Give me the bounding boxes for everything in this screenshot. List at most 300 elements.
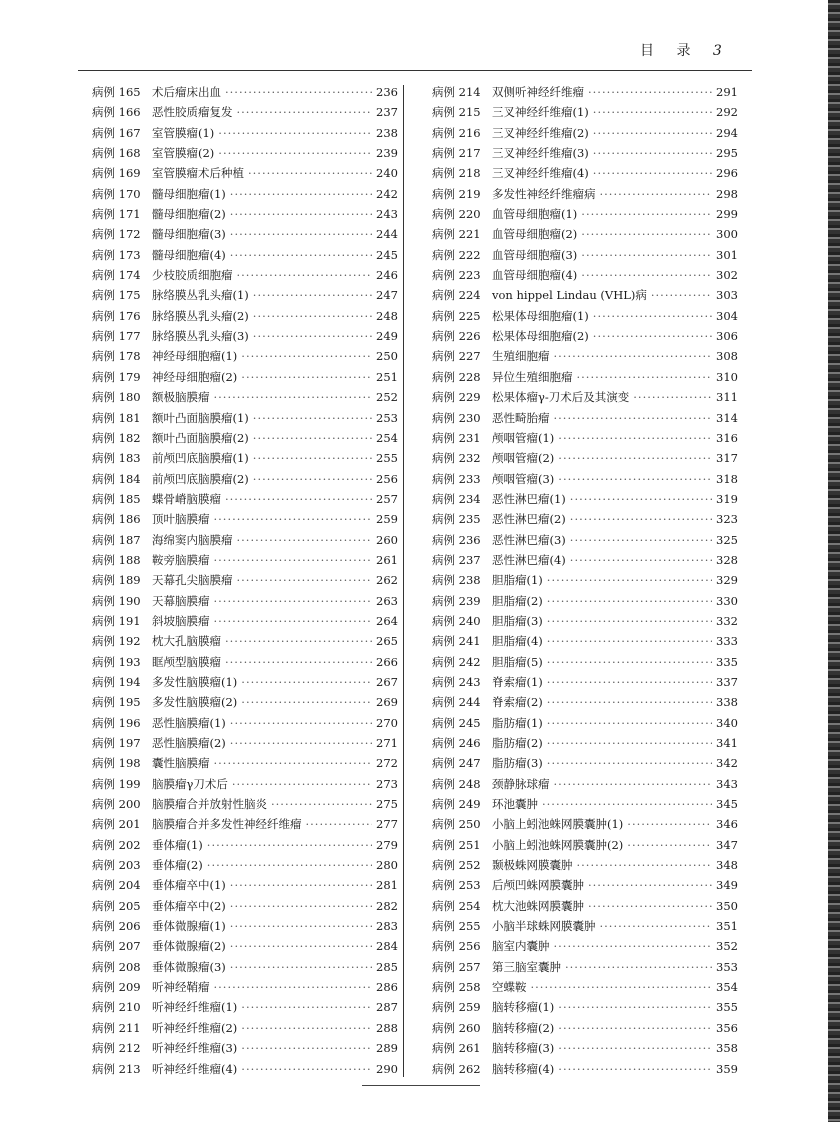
entry-title: 血管母细胞瘤(3)	[492, 247, 578, 262]
entry-title: 脑转移瘤(3)	[492, 1041, 555, 1056]
entry-title: 恶性脑膜瘤(2)	[152, 736, 226, 750]
case-prefix: 病例	[432, 512, 455, 527]
case-number	[92, 552, 148, 568]
case-prefix: 病例	[92, 146, 115, 161]
entry-title: 颅咽管瘤(1)	[492, 430, 555, 445]
case-number	[432, 104, 488, 120]
case-prefix: 病例	[92, 268, 115, 283]
toc-entry[interactable]	[92, 206, 398, 226]
toc-entry[interactable]	[432, 776, 738, 796]
case-prefix: 病例	[92, 674, 115, 689]
toc-entry[interactable]	[432, 715, 738, 735]
case-number-value: 215	[458, 105, 481, 120]
toc-entry[interactable]	[92, 633, 398, 653]
case-number	[92, 104, 148, 120]
case-number-value: 243	[458, 674, 481, 689]
dot-leader	[214, 390, 373, 404]
toc-entry[interactable]	[92, 979, 398, 999]
toc-entry[interactable]	[432, 104, 738, 124]
toc-entry[interactable]	[432, 877, 738, 897]
toc-entry[interactable]	[432, 328, 738, 348]
toc-entry[interactable]	[92, 450, 398, 470]
toc-entry[interactable]	[432, 206, 738, 226]
toc-entry[interactable]	[92, 430, 398, 450]
entry-title: 脉络膜丛乳头瘤(2)	[152, 308, 249, 323]
entry-title: 听神经纤维瘤(2)	[152, 1020, 238, 1035]
case-number	[432, 389, 488, 405]
case-number-value: 255	[458, 919, 481, 934]
case-number	[432, 226, 488, 242]
toc-entry[interactable]	[92, 898, 398, 918]
entry-title: 恶性胶质瘤复发	[152, 105, 233, 120]
dot-leader	[593, 126, 712, 140]
case-number	[432, 918, 488, 934]
entry-page: 255	[376, 451, 398, 466]
toc-entry[interactable]	[432, 1020, 738, 1040]
dot-leader	[214, 756, 373, 770]
toc-entry[interactable]	[432, 552, 738, 572]
case-prefix: 病例	[432, 878, 455, 893]
toc-entry[interactable]	[432, 938, 738, 958]
case-prefix: 病例	[432, 959, 455, 974]
case-number-value: 167	[118, 125, 141, 140]
case-number-value: 204	[118, 878, 141, 893]
case-number-value: 219	[458, 186, 481, 201]
entry-title: 脂肪瘤(1)	[492, 715, 543, 730]
toc-entry[interactable]	[432, 450, 738, 470]
dot-leader	[542, 797, 712, 811]
case-number-value: 253	[458, 878, 481, 893]
case-number	[432, 450, 488, 466]
case-prefix: 病例	[432, 858, 455, 873]
header-title-1: 目	[640, 43, 656, 59]
case-number-value: 240	[458, 613, 481, 628]
case-number	[92, 918, 148, 934]
toc-entry[interactable]	[92, 694, 398, 714]
toc-entry[interactable]	[432, 348, 738, 368]
entry-title: 少枝胶质细胞瘤	[152, 268, 233, 283]
toc-entry[interactable]	[432, 226, 738, 246]
toc-entry[interactable]	[92, 735, 398, 755]
toc-entry[interactable]	[92, 816, 398, 836]
entry-page: 279	[376, 837, 398, 852]
case-number-value: 228	[458, 369, 481, 384]
case-prefix: 病例	[432, 166, 455, 181]
toc-entry[interactable]	[432, 816, 738, 836]
toc-entry[interactable]	[92, 491, 398, 511]
entry-page: 240	[376, 166, 398, 181]
entry-title: 室管膜瘤(2)	[152, 146, 215, 161]
case-prefix: 病例	[92, 471, 115, 486]
toc-entry[interactable]	[432, 1040, 738, 1060]
dot-leader	[558, 472, 712, 486]
entry-page: 284	[376, 939, 398, 954]
case-number	[92, 796, 148, 812]
toc-entry[interactable]	[432, 572, 738, 592]
case-number	[432, 633, 488, 649]
entry-title: 小脑上蚓池蛛网膜囊肿(1)	[492, 817, 624, 832]
case-prefix: 病例	[92, 166, 115, 181]
dot-leader	[241, 1000, 372, 1014]
entry-title: 神经母细胞瘤(1)	[152, 349, 238, 364]
case-number-value: 257	[458, 959, 481, 974]
entry-page: 247	[376, 288, 398, 303]
toc-entry[interactable]	[432, 674, 738, 694]
dot-leader	[570, 553, 712, 567]
toc-entry[interactable]	[432, 430, 738, 450]
case-number	[432, 308, 488, 324]
case-number-value: 171	[118, 207, 141, 222]
entry-title: 颅咽管瘤(3)	[492, 471, 555, 486]
case-prefix: 病例	[92, 939, 115, 954]
dot-leader	[253, 309, 372, 323]
case-number-value: 174	[118, 268, 141, 283]
case-prefix: 病例	[92, 451, 115, 466]
entry-page: 300	[716, 227, 738, 242]
case-prefix: 病例	[432, 1000, 455, 1015]
toc-entry[interactable]	[432, 694, 738, 714]
case-prefix: 病例	[92, 410, 115, 425]
entry-page: 242	[376, 186, 398, 201]
case-number-value: 169	[118, 166, 141, 181]
dot-leader	[230, 939, 372, 953]
toc-entry[interactable]	[92, 959, 398, 979]
dot-leader	[230, 878, 372, 892]
toc-entry[interactable]	[92, 755, 398, 775]
entry-page: 347	[716, 837, 738, 852]
toc-entry[interactable]	[92, 348, 398, 368]
toc-entry[interactable]	[432, 84, 738, 104]
case-number	[432, 572, 488, 588]
toc-entry[interactable]	[92, 84, 398, 104]
toc-entry[interactable]	[432, 796, 738, 816]
entry-page: 252	[376, 390, 398, 405]
entry-page: 358	[716, 1041, 738, 1056]
toc-entry[interactable]	[92, 715, 398, 735]
toc-entry[interactable]	[92, 532, 398, 552]
case-prefix: 病例	[432, 1020, 455, 1035]
case-number-value: 250	[458, 817, 481, 832]
toc-entry[interactable]	[92, 776, 398, 796]
case-number-value: 238	[458, 573, 481, 588]
dot-leader	[547, 614, 712, 628]
dot-leader	[577, 858, 713, 872]
toc-entry[interactable]	[92, 593, 398, 613]
entry-title: 脊索瘤(2)	[492, 695, 543, 710]
case-number	[432, 247, 488, 263]
case-number-value: 191	[118, 613, 141, 628]
entry-page: 289	[376, 1041, 398, 1056]
case-number	[92, 735, 148, 751]
toc-entry[interactable]	[432, 532, 738, 552]
case-prefix: 病例	[432, 980, 455, 995]
entry-page: 238	[376, 125, 398, 140]
entry-title: 垂体微腺瘤(1)	[152, 919, 226, 934]
entry-title: 后颅凹蛛网膜囊肿	[492, 878, 584, 893]
dot-leader	[241, 695, 372, 709]
case-number	[432, 999, 488, 1015]
dot-leader	[237, 573, 373, 587]
entry-title: 胆脂瘤(3)	[492, 613, 543, 628]
toc-entry[interactable]	[92, 511, 398, 531]
toc-entry[interactable]	[432, 410, 738, 430]
toc-entry[interactable]	[92, 247, 398, 267]
entry-title: 三叉神经纤维瘤(3)	[492, 146, 589, 161]
toc-entry[interactable]	[432, 999, 738, 1019]
case-number	[92, 186, 148, 202]
toc-entry[interactable]	[92, 654, 398, 674]
entry-page: 282	[376, 898, 398, 913]
case-prefix: 病例	[92, 756, 115, 771]
dot-leader	[627, 817, 712, 831]
toc-entry[interactable]	[432, 857, 738, 877]
entry-page: 249	[376, 329, 398, 344]
case-prefix: 病例	[432, 308, 455, 323]
toc-entry[interactable]	[432, 918, 738, 938]
case-number	[92, 389, 148, 405]
case-number-value: 182	[118, 430, 141, 445]
toc-entry[interactable]	[92, 389, 398, 409]
case-number	[432, 613, 488, 629]
entry-page: 244	[376, 227, 398, 242]
entry-title: 双侧听神经纤维瘤	[492, 85, 584, 99]
toc-entry[interactable]	[92, 552, 398, 572]
entry-title: 术后瘤床出血	[152, 85, 221, 99]
header-rule	[78, 70, 752, 71]
case-number-value: 203	[118, 858, 141, 873]
toc-entry[interactable]	[92, 104, 398, 124]
entry-page: 350	[716, 898, 738, 913]
case-prefix: 病例	[432, 85, 455, 99]
entry-title: 天幕脑膜瘤	[152, 593, 210, 608]
toc-entry[interactable]	[92, 267, 398, 287]
case-number	[92, 633, 148, 649]
case-number-value: 199	[118, 776, 141, 791]
toc-entry[interactable]	[92, 410, 398, 430]
dot-leader	[253, 411, 372, 425]
toc-entry[interactable]	[92, 226, 398, 246]
toc-entry[interactable]	[432, 287, 738, 307]
toc-entry[interactable]	[92, 145, 398, 165]
dot-leader	[547, 675, 712, 689]
entry-page: 253	[376, 410, 398, 425]
dot-leader	[547, 655, 712, 669]
entry-page: 245	[376, 247, 398, 262]
toc-entry[interactable]	[92, 308, 398, 328]
toc-entry[interactable]	[92, 877, 398, 897]
case-number-value: 237	[458, 552, 481, 567]
entry-page: 355	[716, 1000, 738, 1015]
case-number	[92, 593, 148, 609]
case-number	[92, 776, 148, 792]
case-prefix: 病例	[92, 430, 115, 445]
entry-page: 254	[376, 430, 398, 445]
toc-entry[interactable]	[92, 613, 398, 633]
case-number-value: 198	[118, 756, 141, 771]
entry-page: 294	[716, 125, 738, 140]
case-prefix: 病例	[432, 410, 455, 425]
case-number-value: 226	[458, 329, 481, 344]
toc-entry[interactable]	[92, 369, 398, 389]
entry-page: 298	[716, 186, 738, 201]
toc-entry[interactable]	[432, 1061, 738, 1081]
case-number-value: 201	[118, 817, 141, 832]
entry-page: 353	[716, 959, 738, 974]
entry-page: 264	[376, 613, 398, 628]
entry-title: 垂体瘤(1)	[152, 837, 203, 852]
dot-leader	[558, 451, 712, 465]
dot-leader	[633, 390, 712, 404]
case-prefix: 病例	[92, 858, 115, 873]
toc-entry[interactable]	[92, 287, 398, 307]
case-prefix: 病例	[432, 247, 455, 262]
case-number-value: 190	[118, 593, 141, 608]
case-number-value: 205	[118, 898, 141, 913]
toc-entry[interactable]	[92, 999, 398, 1019]
case-prefix: 病例	[92, 980, 115, 995]
toc-entry[interactable]	[432, 369, 738, 389]
case-prefix: 病例	[432, 105, 455, 120]
toc-entry[interactable]	[432, 898, 738, 918]
toc-entry[interactable]	[432, 145, 738, 165]
toc-entry[interactable]	[92, 938, 398, 958]
toc-entry[interactable]	[432, 267, 738, 287]
dot-leader	[230, 248, 372, 262]
case-prefix: 病例	[92, 898, 115, 913]
toc-entry[interactable]	[92, 125, 398, 145]
toc-entry[interactable]	[432, 308, 738, 328]
case-number	[432, 837, 488, 853]
dot-leader	[214, 614, 373, 628]
entry-page: 303	[716, 288, 738, 303]
entry-page: 341	[716, 736, 738, 750]
entry-page: 314	[716, 410, 738, 425]
dot-leader	[225, 492, 372, 506]
case-number	[92, 999, 148, 1015]
toc-entry[interactable]	[92, 186, 398, 206]
case-number-value: 246	[458, 736, 481, 750]
toc-entry[interactable]	[92, 1061, 398, 1081]
entry-page: 345	[716, 797, 738, 812]
entry-page: 251	[376, 369, 398, 384]
toc-entry[interactable]	[92, 328, 398, 348]
case-number-value: 234	[458, 491, 481, 506]
toc-entry[interactable]	[432, 389, 738, 409]
case-prefix: 病例	[92, 349, 115, 364]
case-number	[92, 1061, 148, 1077]
entry-title: 三叉神经纤维瘤(2)	[492, 125, 589, 140]
case-number-value: 192	[118, 634, 141, 649]
entry-title: 髓母细胞瘤(1)	[152, 186, 226, 201]
case-number	[432, 430, 488, 446]
toc-entry[interactable]	[432, 633, 738, 653]
case-number-value: 194	[118, 674, 141, 689]
toc-entry[interactable]	[432, 735, 738, 755]
entry-page: 359	[716, 1061, 738, 1076]
dot-leader	[230, 187, 372, 201]
entry-title: 脑室内囊肿	[492, 939, 550, 954]
toc-entry[interactable]	[92, 857, 398, 877]
toc-entry[interactable]	[432, 837, 738, 857]
toc-entry[interactable]	[432, 247, 738, 267]
toc-entry[interactable]	[92, 674, 398, 694]
toc-entry[interactable]	[432, 165, 738, 185]
case-number-value: 214	[458, 85, 481, 99]
dot-leader	[651, 288, 712, 302]
toc-entry[interactable]	[432, 755, 738, 775]
case-number-value: 221	[458, 227, 481, 242]
toc-entry[interactable]	[92, 1020, 398, 1040]
dot-leader	[547, 695, 712, 709]
case-prefix: 病例	[432, 532, 455, 547]
toc-entry[interactable]	[92, 918, 398, 938]
dot-leader	[241, 370, 372, 384]
case-number-value: 186	[118, 512, 141, 527]
case-number	[92, 816, 148, 832]
case-number-value: 230	[458, 410, 481, 425]
case-prefix: 病例	[92, 817, 115, 832]
entry-page: 311	[716, 390, 738, 405]
case-prefix: 病例	[432, 756, 455, 771]
toc-entry[interactable]	[432, 654, 738, 674]
entry-page: 354	[716, 980, 738, 995]
toc-entry[interactable]	[432, 511, 738, 531]
dot-leader	[225, 655, 372, 669]
dot-leader	[554, 777, 713, 791]
dot-leader	[207, 858, 372, 872]
dot-leader	[547, 756, 712, 770]
dot-leader	[214, 553, 373, 567]
toc-entry[interactable]	[92, 572, 398, 592]
entry-page: 290	[376, 1061, 398, 1076]
entry-title: 听神经纤维瘤(4)	[152, 1061, 238, 1076]
dot-leader	[225, 85, 372, 99]
entry-page: 283	[376, 919, 398, 934]
toc-entry[interactable]	[432, 593, 738, 613]
entry-title: 多发性脑膜瘤(2)	[152, 695, 238, 710]
toc-entry[interactable]	[92, 165, 398, 185]
entry-page: 243	[376, 207, 398, 222]
toc-entry[interactable]	[432, 491, 738, 511]
case-prefix: 病例	[432, 329, 455, 344]
toc-column-left	[92, 84, 398, 1081]
toc-entry[interactable]	[432, 186, 738, 206]
toc-entry[interactable]	[92, 837, 398, 857]
case-prefix: 病例	[432, 430, 455, 445]
case-number	[92, 145, 148, 161]
toc-entry[interactable]	[432, 959, 738, 979]
toc-entry[interactable]	[432, 979, 738, 999]
toc-entry[interactable]	[432, 125, 738, 145]
entry-title: 脑转移瘤(2)	[492, 1020, 555, 1035]
case-number-value: 252	[458, 858, 481, 873]
case-number-value: 196	[118, 715, 141, 730]
toc-entry[interactable]	[92, 796, 398, 816]
dot-leader	[554, 411, 713, 425]
case-number	[432, 165, 488, 181]
case-number	[92, 654, 148, 670]
entry-page: 332	[716, 613, 738, 628]
case-number-value: 206	[118, 919, 141, 934]
toc-entry[interactable]	[92, 1040, 398, 1060]
entry-page: 356	[716, 1020, 738, 1035]
toc-entry[interactable]	[432, 613, 738, 633]
toc-entry[interactable]	[92, 471, 398, 491]
case-prefix: 病例	[92, 105, 115, 120]
case-prefix: 病例	[92, 776, 115, 791]
entry-page: 257	[376, 491, 398, 506]
toc-entry[interactable]	[432, 471, 738, 491]
